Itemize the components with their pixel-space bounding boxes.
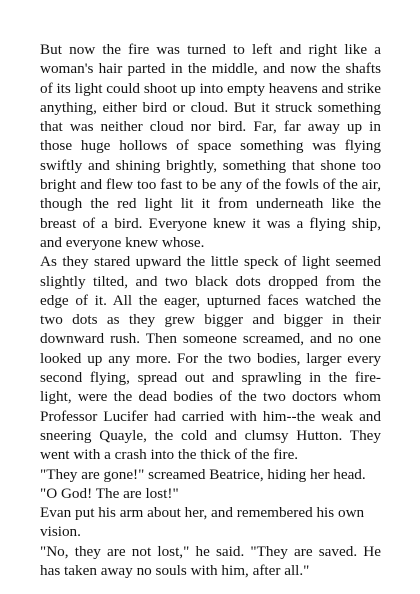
paragraph-evan-reply: "No, they are not lost," he said. "They are saved. He has taken away no souls with him, after all." xyxy=(40,542,381,580)
paragraph-beatrice-scream: "They are gone!" screamed Beatrice, hiding her head. "O God! The are lost!" xyxy=(40,465,366,502)
paragraph-falling-bodies: As they stared upward the little speck of light seemed slightly tilted, and two black dots dropped from the edge of it. All the eager, upturned faces watched the two dots as they grew bigger and bigger in their downward rush. Then someone screamed, and no one looked up any more. For the two bodies, larger every second flying, spread out and sprawling in the fire-light, were the dead bodies of the two doctors whom Professor Lucifer had carried with him--the weak and sneering Quayle, the cold and clumsy Hutton. They went with a crash into the thick of the fire. xyxy=(40,253,381,464)
paragraph-evan-vision: Evan put his arm about her, and remembered his own vision. xyxy=(40,504,365,541)
book-page xyxy=(40,40,381,580)
paragraph-fire-and-flying-ship: But now the fire was turned to left and right like a woman's hair parted in the middle, and now the shafts of its light could shoot up into empty heavens and strike anything, either bird or cloud. But it struck something that was neither cloud nor bird. Far, far away up in those huge hollows of space something was flying swiftly and shining brightly, something that shone too bright and flew too fast to be any of the fowls of the air, though the red light lit it from underneath like the breast of a bird. Everyone knew it was a flying ship, and everyone knew whose. xyxy=(40,41,381,251)
